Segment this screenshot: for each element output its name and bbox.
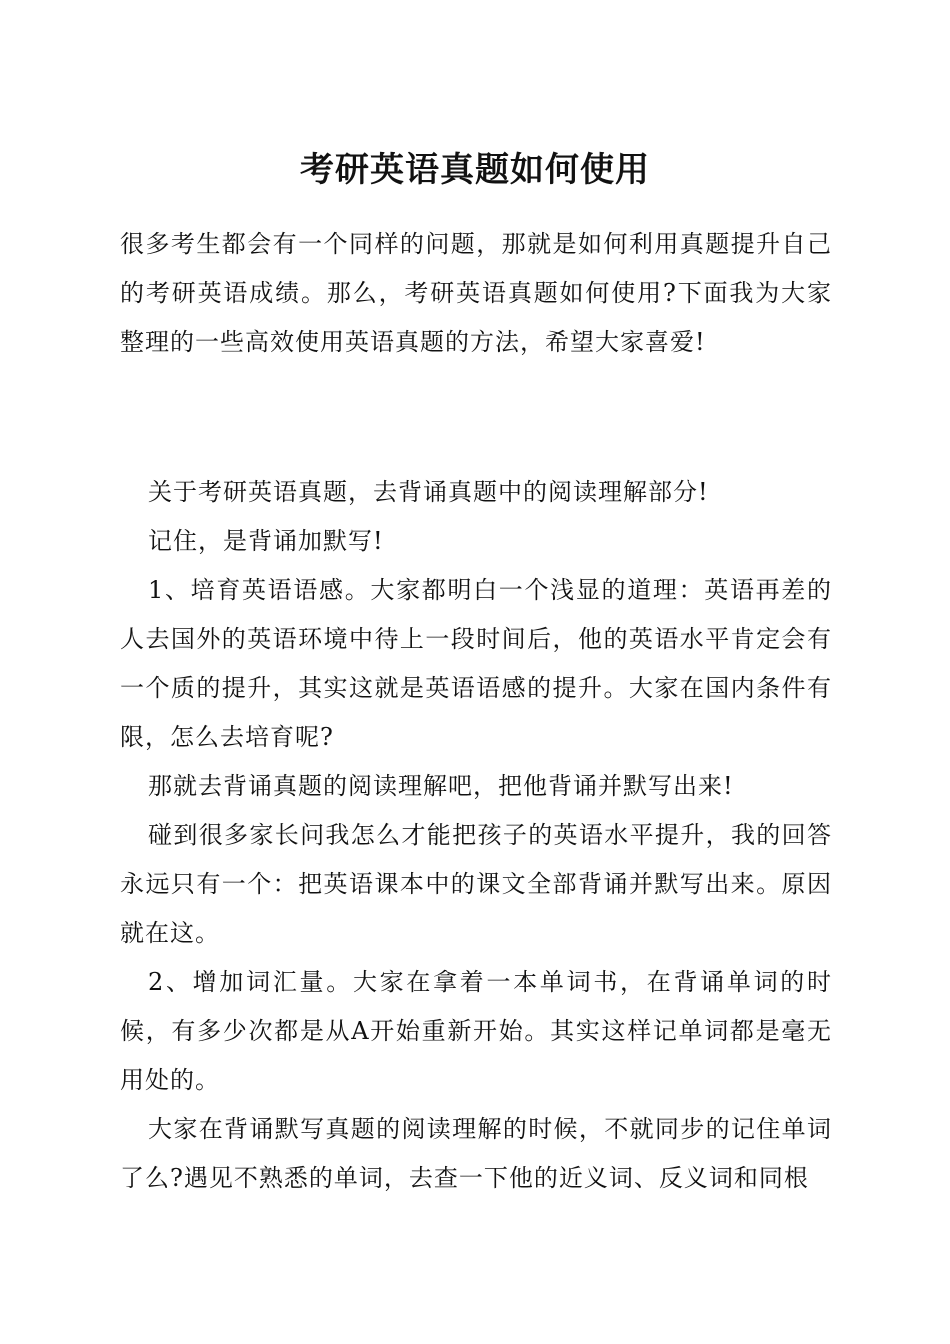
paragraph-2: 记住，是背诵加默写! <box>148 527 384 555</box>
document-title: 考研英语真题如何使用 <box>300 150 650 190</box>
body-section <box>120 468 832 1203</box>
intro-section <box>120 220 832 367</box>
paragraph-7: 大家在背诵默写真题的阅读理解的时候，不就同步的记住单词了么?遇见不熟悉的单词，去查一下他的近义词、反义词和同根 <box>120 1115 832 1192</box>
paragraph-3: 1、培育英语语感。大家都明白一个浅显的道理：英语再差的人去国外的英语环境中待上一段时间后，他的英语水平肯定会有一个质的提升，其实这就是英语语感的提升。大家在国内条件有限，怎么去培育呢? <box>120 576 832 751</box>
paragraph-4: 那就去背诵真题的阅读理解吧，把他背诵并默写出来! <box>148 772 734 800</box>
paragraph-6: 2、增加词汇量。大家在拿着一本单词书，在背诵单词的时候，有多少次都是从A开始重新开始。其实这样记单词都是毫无用处的。 <box>120 968 832 1094</box>
paragraph-1: 关于考研英语真题，去背诵真题中的阅读理解部分! <box>148 478 709 506</box>
intro-paragraph: 很多考生都会有一个同样的问题，那就是如何利用真题提升自己的考研英语成绩。那么，考研英语真题如何使用?下面我为大家整理的一些高效使用英语真题的方法，希望大家喜爱! <box>120 230 832 356</box>
paragraph-5: 碰到很多家长问我怎么才能把孩子的英语水平提升，我的回答永远只有一个：把英语课本中的课文全部背诵并默写出来。原因就在这。 <box>120 821 832 947</box>
